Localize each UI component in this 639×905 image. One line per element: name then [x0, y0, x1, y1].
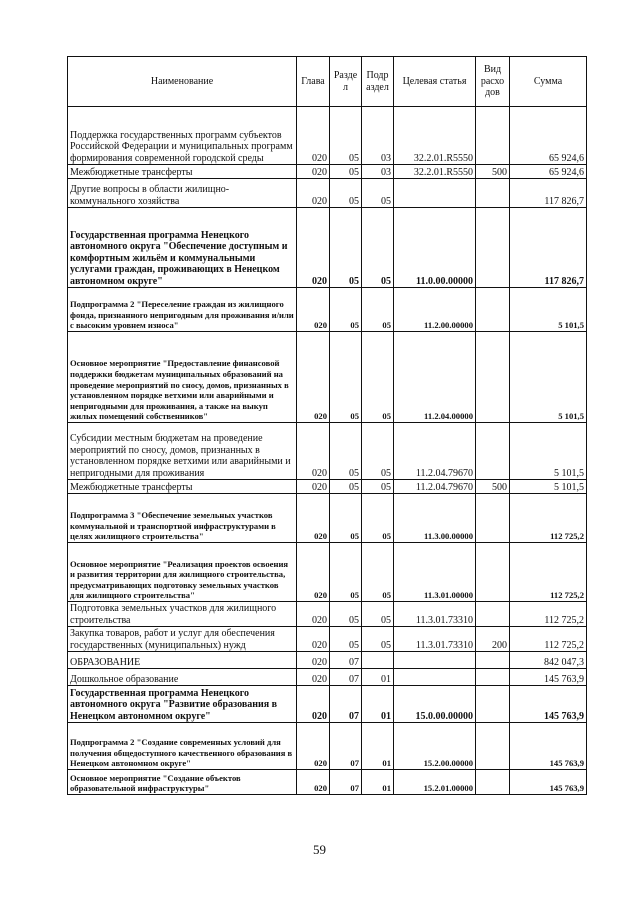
cell-target: 11.2.04.79670	[394, 423, 476, 480]
cell-expense-type	[476, 179, 510, 208]
cell-name: Основное мероприятие "Предоставление финансовой поддержки бюджетам муниципальных образований на проведение мероприятий по сносу, домов, признанных в установленном порядке ветхими или аварийными и непригодными для проживания, а также на выкуп жилых помещений собственников"	[68, 332, 297, 423]
cell-section: 05	[330, 208, 362, 288]
cell-expense-type	[476, 288, 510, 332]
cell-section: 05	[330, 179, 362, 208]
cell-section: 05	[330, 494, 362, 543]
cell-section: 05	[330, 107, 362, 165]
header-section: Разде л	[330, 57, 362, 107]
cell-expense-type	[476, 686, 510, 723]
cell-name: Основное мероприятие "Создание объектов образовательной инфраструктуры"	[68, 770, 297, 795]
cell-expense-type	[476, 107, 510, 165]
cell-expense-type	[476, 669, 510, 686]
cell-subsection: 05	[362, 494, 394, 543]
cell-expense-type	[476, 543, 510, 602]
cell-amount: 112 725,2	[510, 602, 587, 627]
table-row	[68, 627, 587, 652]
cell-target: 11.2.04.79670	[394, 480, 476, 494]
cell-target	[394, 179, 476, 208]
cell-target: 11.3.01.00000	[394, 543, 476, 602]
cell-target: 11.0.00.00000	[394, 208, 476, 288]
cell-target	[394, 652, 476, 669]
cell-chapter: 020	[297, 107, 330, 165]
cell-amount: 5 101,5	[510, 423, 587, 480]
cell-target: 11.3.00.00000	[394, 494, 476, 543]
cell-subsection: 05	[362, 543, 394, 602]
cell-subsection: 05	[362, 288, 394, 332]
cell-target: 11.3.01.73310	[394, 602, 476, 627]
cell-name: ОБРАЗОВАНИЕ	[68, 652, 297, 669]
cell-chapter: 020	[297, 723, 330, 770]
cell-subsection: 01	[362, 669, 394, 686]
cell-chapter: 020	[297, 602, 330, 627]
cell-section: 07	[330, 723, 362, 770]
table-row	[68, 288, 587, 332]
cell-subsection: 05	[362, 332, 394, 423]
cell-chapter: 020	[297, 179, 330, 208]
cell-subsection: 03	[362, 107, 394, 165]
cell-subsection	[362, 652, 394, 669]
cell-expense-type	[476, 332, 510, 423]
cell-expense-type: 500	[476, 480, 510, 494]
table-row	[68, 165, 587, 179]
table-row	[68, 770, 587, 795]
cell-target: 15.2.01.00000	[394, 770, 476, 795]
cell-chapter: 020	[297, 686, 330, 723]
table-row	[68, 669, 587, 686]
header-target: Целевая статья	[394, 57, 476, 107]
budget-table	[67, 56, 587, 795]
cell-expense-type	[476, 423, 510, 480]
cell-chapter: 020	[297, 770, 330, 795]
cell-amount: 117 826,7	[510, 208, 587, 288]
cell-chapter: 020	[297, 543, 330, 602]
cell-subsection: 05	[362, 179, 394, 208]
cell-amount: 112 725,2	[510, 494, 587, 543]
cell-chapter: 020	[297, 288, 330, 332]
cell-chapter: 020	[297, 494, 330, 543]
cell-amount: 65 924,6	[510, 107, 587, 165]
cell-expense-type	[476, 208, 510, 288]
cell-amount: 145 763,9	[510, 686, 587, 723]
table-header-row	[68, 57, 587, 107]
cell-name: Межбюджетные трансферты	[68, 165, 297, 179]
cell-name: Закупка товаров, работ и услуг для обеспечения государственных (муниципальных) нужд	[68, 627, 297, 652]
cell-amount: 112 725,2	[510, 627, 587, 652]
cell-expense-type: 200	[476, 627, 510, 652]
cell-target: 15.2.00.00000	[394, 723, 476, 770]
cell-name: Подпрограмма 3 "Обеспечение земельных участков коммунальной и транспортной инфраструктурами в целях жилищного строительства"	[68, 494, 297, 543]
cell-target: 15.0.00.00000	[394, 686, 476, 723]
cell-name: Основное мероприятие "Реализация проектов освоения и развития территории для жилищного строительства, предусматривающих подготовку земельных участков для жилищного строительства"	[68, 543, 297, 602]
cell-expense-type	[476, 723, 510, 770]
cell-amount: 117 826,7	[510, 179, 587, 208]
cell-expense-type	[476, 770, 510, 795]
cell-amount: 112 725,2	[510, 543, 587, 602]
cell-chapter: 020	[297, 480, 330, 494]
cell-target: 32.2.01.R5550	[394, 165, 476, 179]
table-row	[68, 723, 587, 770]
cell-subsection: 01	[362, 723, 394, 770]
cell-section: 05	[330, 627, 362, 652]
cell-name: Государственная программа Ненецкого автономного округа "Обеспечение доступным и комфортным жильём и коммунальными услугами граждан, проживающих в Ненецком автономном округе"	[68, 208, 297, 288]
cell-subsection: 01	[362, 686, 394, 723]
cell-subsection: 01	[362, 770, 394, 795]
cell-expense-type	[476, 602, 510, 627]
cell-target: 11.2.04.00000	[394, 332, 476, 423]
cell-name: Другие вопросы в области жилищно-коммунального хозяйства	[68, 179, 297, 208]
cell-subsection: 05	[362, 208, 394, 288]
header-amount: Сумма	[510, 57, 587, 107]
cell-section: 05	[330, 332, 362, 423]
cell-section: 07	[330, 770, 362, 795]
table-row	[68, 107, 587, 165]
cell-section: 05	[330, 423, 362, 480]
table-row	[68, 686, 587, 723]
cell-amount: 5 101,5	[510, 288, 587, 332]
cell-subsection: 05	[362, 480, 394, 494]
cell-subsection: 05	[362, 602, 394, 627]
cell-chapter: 020	[297, 208, 330, 288]
table-row	[68, 543, 587, 602]
table-row	[68, 602, 587, 627]
cell-name: Поддержка государственных программ субъектов Российской Федерации и муниципальных программ формирования современной городской среды	[68, 107, 297, 165]
cell-target: 32.2.01.R5550	[394, 107, 476, 165]
cell-subsection: 03	[362, 165, 394, 179]
cell-subsection: 05	[362, 627, 394, 652]
cell-amount: 842 047,3	[510, 652, 587, 669]
header-expense-type: Вид расхо дов	[476, 57, 510, 107]
table-row	[68, 179, 587, 208]
header-subsection: Подр аздел	[362, 57, 394, 107]
table-row	[68, 480, 587, 494]
cell-section: 05	[330, 288, 362, 332]
cell-amount: 5 101,5	[510, 332, 587, 423]
cell-section: 05	[330, 602, 362, 627]
table-row	[68, 652, 587, 669]
cell-chapter: 020	[297, 627, 330, 652]
cell-name: Подпрограмма 2 "Создание современных условий для получения общедоступного качественного образования в Ненецком автономном округе"	[68, 723, 297, 770]
cell-expense-type	[476, 652, 510, 669]
cell-amount: 145 763,9	[510, 669, 587, 686]
cell-subsection: 05	[362, 423, 394, 480]
cell-section: 07	[330, 686, 362, 723]
cell-amount: 145 763,9	[510, 770, 587, 795]
cell-expense-type: 500	[476, 165, 510, 179]
cell-section: 07	[330, 669, 362, 686]
cell-expense-type	[476, 494, 510, 543]
table-row	[68, 208, 587, 288]
cell-section: 05	[330, 543, 362, 602]
cell-section: 05	[330, 165, 362, 179]
cell-target: 11.2.00.00000	[394, 288, 476, 332]
header-name: Наименование	[68, 57, 297, 107]
cell-section: 07	[330, 652, 362, 669]
cell-name: Подпрограмма 2 "Переселение граждан из жилищного фонда, признанного непригодным для проживания и/или с высоким уровнем износа"	[68, 288, 297, 332]
table-row	[68, 423, 587, 480]
cell-chapter: 020	[297, 652, 330, 669]
cell-name: Подготовка земельных участков для жилищного строительства	[68, 602, 297, 627]
cell-chapter: 020	[297, 669, 330, 686]
cell-name: Субсидии местным бюджетам на проведение мероприятий по сносу, домов, признанных в установленном порядке ветхими или аварийными и непригодными для проживания	[68, 423, 297, 480]
cell-name: Дошкольное образование	[68, 669, 297, 686]
page-number: 59	[313, 842, 326, 857]
cell-amount: 5 101,5	[510, 480, 587, 494]
cell-chapter: 020	[297, 423, 330, 480]
cell-section: 05	[330, 480, 362, 494]
table-row	[68, 494, 587, 543]
cell-chapter: 020	[297, 165, 330, 179]
cell-name: Межбюджетные трансферты	[68, 480, 297, 494]
cell-name: Государственная программа Ненецкого автономного округа "Развитие образования в Ненецком автономном округе"	[68, 686, 297, 723]
cell-target	[394, 669, 476, 686]
table-row	[68, 332, 587, 423]
cell-chapter: 020	[297, 332, 330, 423]
header-chapter: Глава	[297, 57, 330, 107]
cell-target: 11.3.01.73310	[394, 627, 476, 652]
cell-amount: 145 763,9	[510, 723, 587, 770]
cell-amount: 65 924,6	[510, 165, 587, 179]
